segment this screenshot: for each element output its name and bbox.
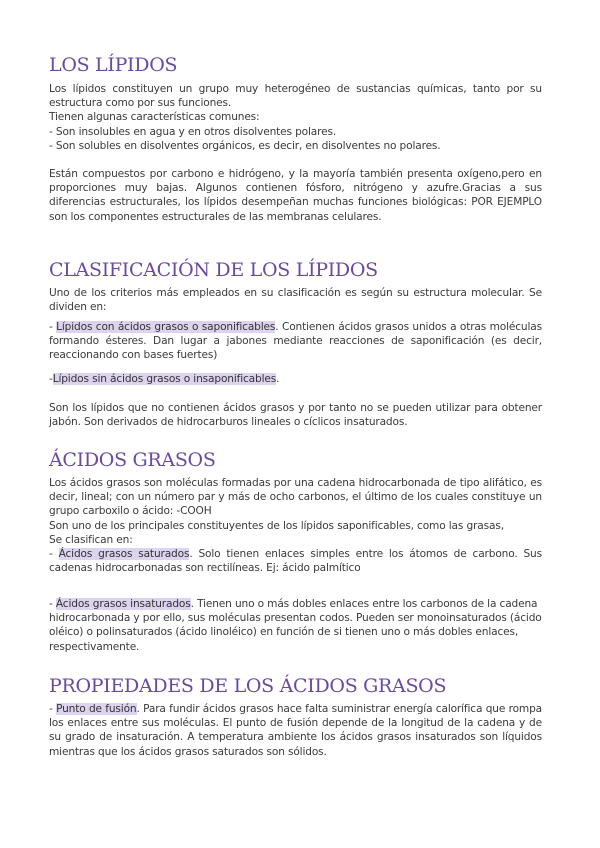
clasificacion-intro	[49, 286, 542, 314]
insaturados-item	[49, 597, 542, 654]
term-description: . Solo tienen enlaces simples entre los átomos de carbono. Sus cadenas hidrocarbonadas son rectilíneas. Ej: ácido palmítico	[49, 548, 542, 575]
highlighted-term: Ácidos grasos insaturados	[55, 598, 191, 610]
paragraph: Tienen algunas características comunes:	[49, 111, 260, 124]
paragraph: Los ácidos grasos son moléculas formadas por una cadena hidrocarbonada de tipo alifático, es decir, lineal; con un número par y más de ocho carbonos, el último de los cuales constituye un grupo carboxilo o ácido: -COOH	[49, 477, 542, 518]
highlighted-term: Lípidos con ácidos grasos o saponificables	[56, 321, 276, 333]
list-item: - Son solubles en disolventes orgánicos, es decir, en disolventes no polares.	[49, 139, 441, 152]
paragraph: Son uno de los principales constituyentes de los lípidos saponificables, como las grasas,	[49, 519, 504, 532]
dash: -	[49, 703, 57, 715]
section-title-acidos-grasos: ÁCIDOS GRASOS	[49, 449, 216, 471]
highlighted-term: Ácidos grasos saturados	[58, 548, 190, 561]
saponificables-item	[49, 320, 542, 363]
saturados-item	[49, 547, 542, 575]
insaponificables-desc	[49, 401, 542, 429]
highlighted-term: Lípidos sin ácidos grasos o insaponificables	[52, 373, 277, 385]
punto-fusion-item	[49, 702, 542, 759]
lipidos-intro	[49, 82, 542, 153]
paragraph: Uno de los criterios más empleados en su clasificación es según su estructura molecular. Se dividen en:	[49, 287, 542, 314]
insaponificables-item	[49, 372, 542, 386]
dash: -	[49, 548, 59, 561]
paragraph: Son los lípidos que no contienen ácidos grasos y por tanto no se pueden utilizar para obtener jabón. Son derivados de hidrocarburos lineales o cíclicos insaturados.	[49, 402, 542, 429]
dash: -	[49, 373, 53, 385]
term-description: . Tienen uno o más dobles enlaces entre los carbonos de la cadena hidrocarbonada y por ello, sus moléculas presentan codos. Pueden ser monoinsaturados (ácido oléico) o polinsaturados (ácido linoléico) en función de si tienen uno o más dobles enlaces, respectivamente.	[49, 598, 542, 653]
term-description: . Contienen ácidos grasos unidos a otras moléculas formando ésteres. Dan lugar a jabones mediante reacciones de saponificación (es decir, reaccionando con bases fuertes)	[49, 321, 542, 362]
paragraph: Se clasifican en:	[49, 533, 133, 546]
section-title-lipidos: LOS LÍPIDOS	[49, 54, 178, 76]
dash: -	[49, 598, 56, 610]
section-title-clasificacion: CLASIFICACIÓN DE LOS LÍPIDOS	[49, 259, 378, 281]
dash: -	[49, 321, 57, 333]
term-description: . Para fundir ácidos grasos hace falta suministrar energía calorífica que rompa los enlaces entre sus moléculas. El punto de fusión depende de la longitud de la cadena y de su grado de insaturación. A temperatura ambiente los ácidos grasos insaturados son líquidos mientras que los ácidos grasos saturados son sólidos.	[49, 703, 542, 758]
highlighted-term: Punto de fusión	[56, 703, 137, 715]
paragraph: Están compuestos por carbono e hidrógeno, y la mayoría también presenta oxígeno,pero en proporciones muy bajas. Algunos contienen fósforo, nitrógeno y azufre.Gracias a sus diferencias estructurales, los lípidos desempeñan muchas funciones biológicas: POR EJEMPLO son los componentes estructurales de las membranas celulares.	[49, 168, 542, 223]
section-title-propiedades: PROPIEDADES DE LOS ÁCIDOS GRASOS	[49, 675, 447, 697]
list-item: - Son insolubles en agua y en otros disolventes polares.	[49, 125, 337, 138]
acidos-grasos-body	[49, 476, 542, 575]
lipidos-composition	[49, 167, 542, 224]
paragraph: Los lípidos constituyen un grupo muy heterogéneo de sustancias químicas, tanto por su estructura como por sus funciones.	[49, 83, 542, 110]
punctuation: .	[276, 373, 280, 385]
